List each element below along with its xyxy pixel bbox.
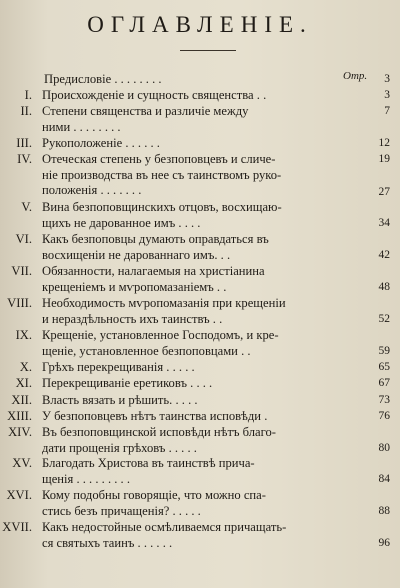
chapter-title-line: и нераздѣльность ихъ таинствъ . .	[42, 311, 223, 326]
chapter-number: XI.	[15, 376, 32, 390]
page-title: ОГЛАВЛЕНІЕ.	[87, 12, 313, 37]
page-number: 76	[378, 410, 390, 422]
chapter-title-line: крещеніемъ и мѵропомазаніемъ . .	[42, 279, 227, 294]
page-number: 84	[378, 472, 390, 485]
chapter-title-line: Вина безпоповщинскихъ отцовъ, восхищаю-	[42, 200, 282, 214]
page-number: 48	[378, 280, 390, 293]
chapter-number: X.	[19, 360, 32, 374]
chapter-title	[44, 72, 338, 88]
chapter-title	[42, 152, 336, 199]
chapter-title	[42, 136, 336, 152]
chapter-title-line: ніе производства въ нее съ таинствомъ руко-	[42, 167, 282, 182]
chapter-title-line: стись безъ причащенія? . . . . .	[42, 503, 201, 518]
chapter-number: VII.	[11, 264, 32, 278]
page-column-label: Отр.	[343, 70, 368, 82]
chapter-title	[42, 456, 336, 487]
chapter-title-line: восхищеніи не дарованнаго имъ. . .	[42, 247, 231, 262]
page-number: 27	[378, 186, 390, 198]
chapter-title-line: Какъ безпоповцы думають оправдаться въ	[42, 232, 269, 246]
page-number: 19	[378, 153, 390, 165]
chapter-title-line: Отеческая степень у безпоповцевъ и сличе-	[42, 152, 276, 166]
page-number: 12	[378, 137, 390, 149]
chapter-number: II.	[20, 104, 32, 118]
chapter-title-line: щенія . . . . . . . . .	[42, 471, 130, 486]
chapter-number: I.	[24, 88, 32, 102]
chapter-title	[42, 200, 336, 231]
chapter-title	[42, 104, 336, 135]
chapter-title-line: щихъ не дарованное имъ . . . .	[42, 215, 201, 230]
chapter-number: XIII.	[7, 409, 32, 423]
chapter-title-line: Степени священства и различіе между	[42, 104, 249, 118]
chapter-title	[42, 264, 336, 295]
chapter-title-line: ся святыхъ таинъ . . . . . .	[42, 535, 173, 550]
chapter-number: XII.	[11, 393, 32, 407]
chapter-title	[42, 393, 336, 409]
chapter-number: XVI.	[6, 488, 32, 502]
page-number: 59	[378, 344, 390, 357]
page-number: 3	[384, 89, 390, 101]
chapter-number: XVII.	[2, 520, 32, 534]
chapter-title-line: Происхожденіе и сущность священства . .	[42, 88, 267, 102]
page-number: 73	[378, 394, 390, 406]
page-number: 3	[384, 73, 390, 85]
chapter-number: XIV.	[8, 425, 32, 439]
chapter-title	[42, 488, 336, 519]
chapter-title	[42, 296, 336, 327]
chapter-title	[42, 409, 336, 425]
chapter-number: VIII.	[7, 296, 32, 310]
chapter-number: VI.	[15, 232, 32, 246]
page-number: 52	[378, 312, 390, 325]
page-number: 96	[378, 536, 390, 549]
chapter-title-line: Крещеніе, установленное Господомъ, и кре-	[42, 328, 279, 342]
chapter-title-line: Какъ недостойные осмѣливаемся причащать-	[42, 520, 287, 534]
chapter-title	[42, 520, 336, 551]
chapter-title-line: Необходимость мѵропомазанія при крещеніи	[42, 296, 286, 310]
chapter-title	[42, 360, 336, 376]
chapter-title-line: щеніе, установленное безпоповцами . .	[42, 343, 251, 358]
chapter-title	[42, 376, 336, 392]
page-number: 65	[378, 361, 390, 373]
page-number: 80	[378, 441, 390, 454]
chapter-title-line: У безпоповцевъ нѣтъ таинства исповѣди .	[42, 409, 268, 423]
chapter-number: IV.	[17, 152, 32, 166]
page-number: 42	[378, 248, 390, 261]
chapter-title-line: Въ безпоповщинской исповѣди нѣтъ благо-	[42, 425, 276, 439]
chapter-number: V.	[21, 200, 32, 214]
chapter-title	[42, 88, 336, 104]
page-number: 67	[378, 377, 390, 389]
chapter-title-line: положенія . . . . . . .	[42, 183, 142, 197]
page-number: 88	[378, 504, 390, 517]
chapter-title-line: Рукоположеніе . . . . . .	[42, 136, 160, 150]
chapter-title-line: Кому подобны говорящіе, что можно спа-	[42, 488, 266, 502]
page-number: 7	[384, 105, 390, 117]
page-number: 34	[378, 216, 390, 229]
chapter-title-line: Обязанности, налагаемыя на христіанина	[42, 264, 265, 278]
chapter-number: XV.	[12, 456, 32, 470]
chapter-title-line: дати прощенія грѣховъ . . . . .	[42, 440, 197, 455]
chapter-title	[42, 232, 336, 263]
chapter-title-line: Предисловіе . . . . . . . .	[44, 72, 162, 86]
chapter-title-line: ними . . . . . . . .	[42, 119, 121, 134]
chapter-title-line: Благодать Христова въ таинствѣ прича-	[42, 456, 255, 470]
chapter-title	[42, 328, 336, 359]
chapter-number: III.	[16, 136, 32, 150]
chapter-title	[42, 425, 336, 456]
chapter-title-line: Перекрещиваніе еретиковъ . . . .	[42, 376, 213, 390]
chapter-number: IX.	[15, 328, 32, 342]
chapter-title-line: Грѣхъ перекрещиванія . . . . .	[42, 360, 195, 374]
chapter-title-line: Власть вязать и рѣшить. . . . .	[42, 393, 198, 407]
